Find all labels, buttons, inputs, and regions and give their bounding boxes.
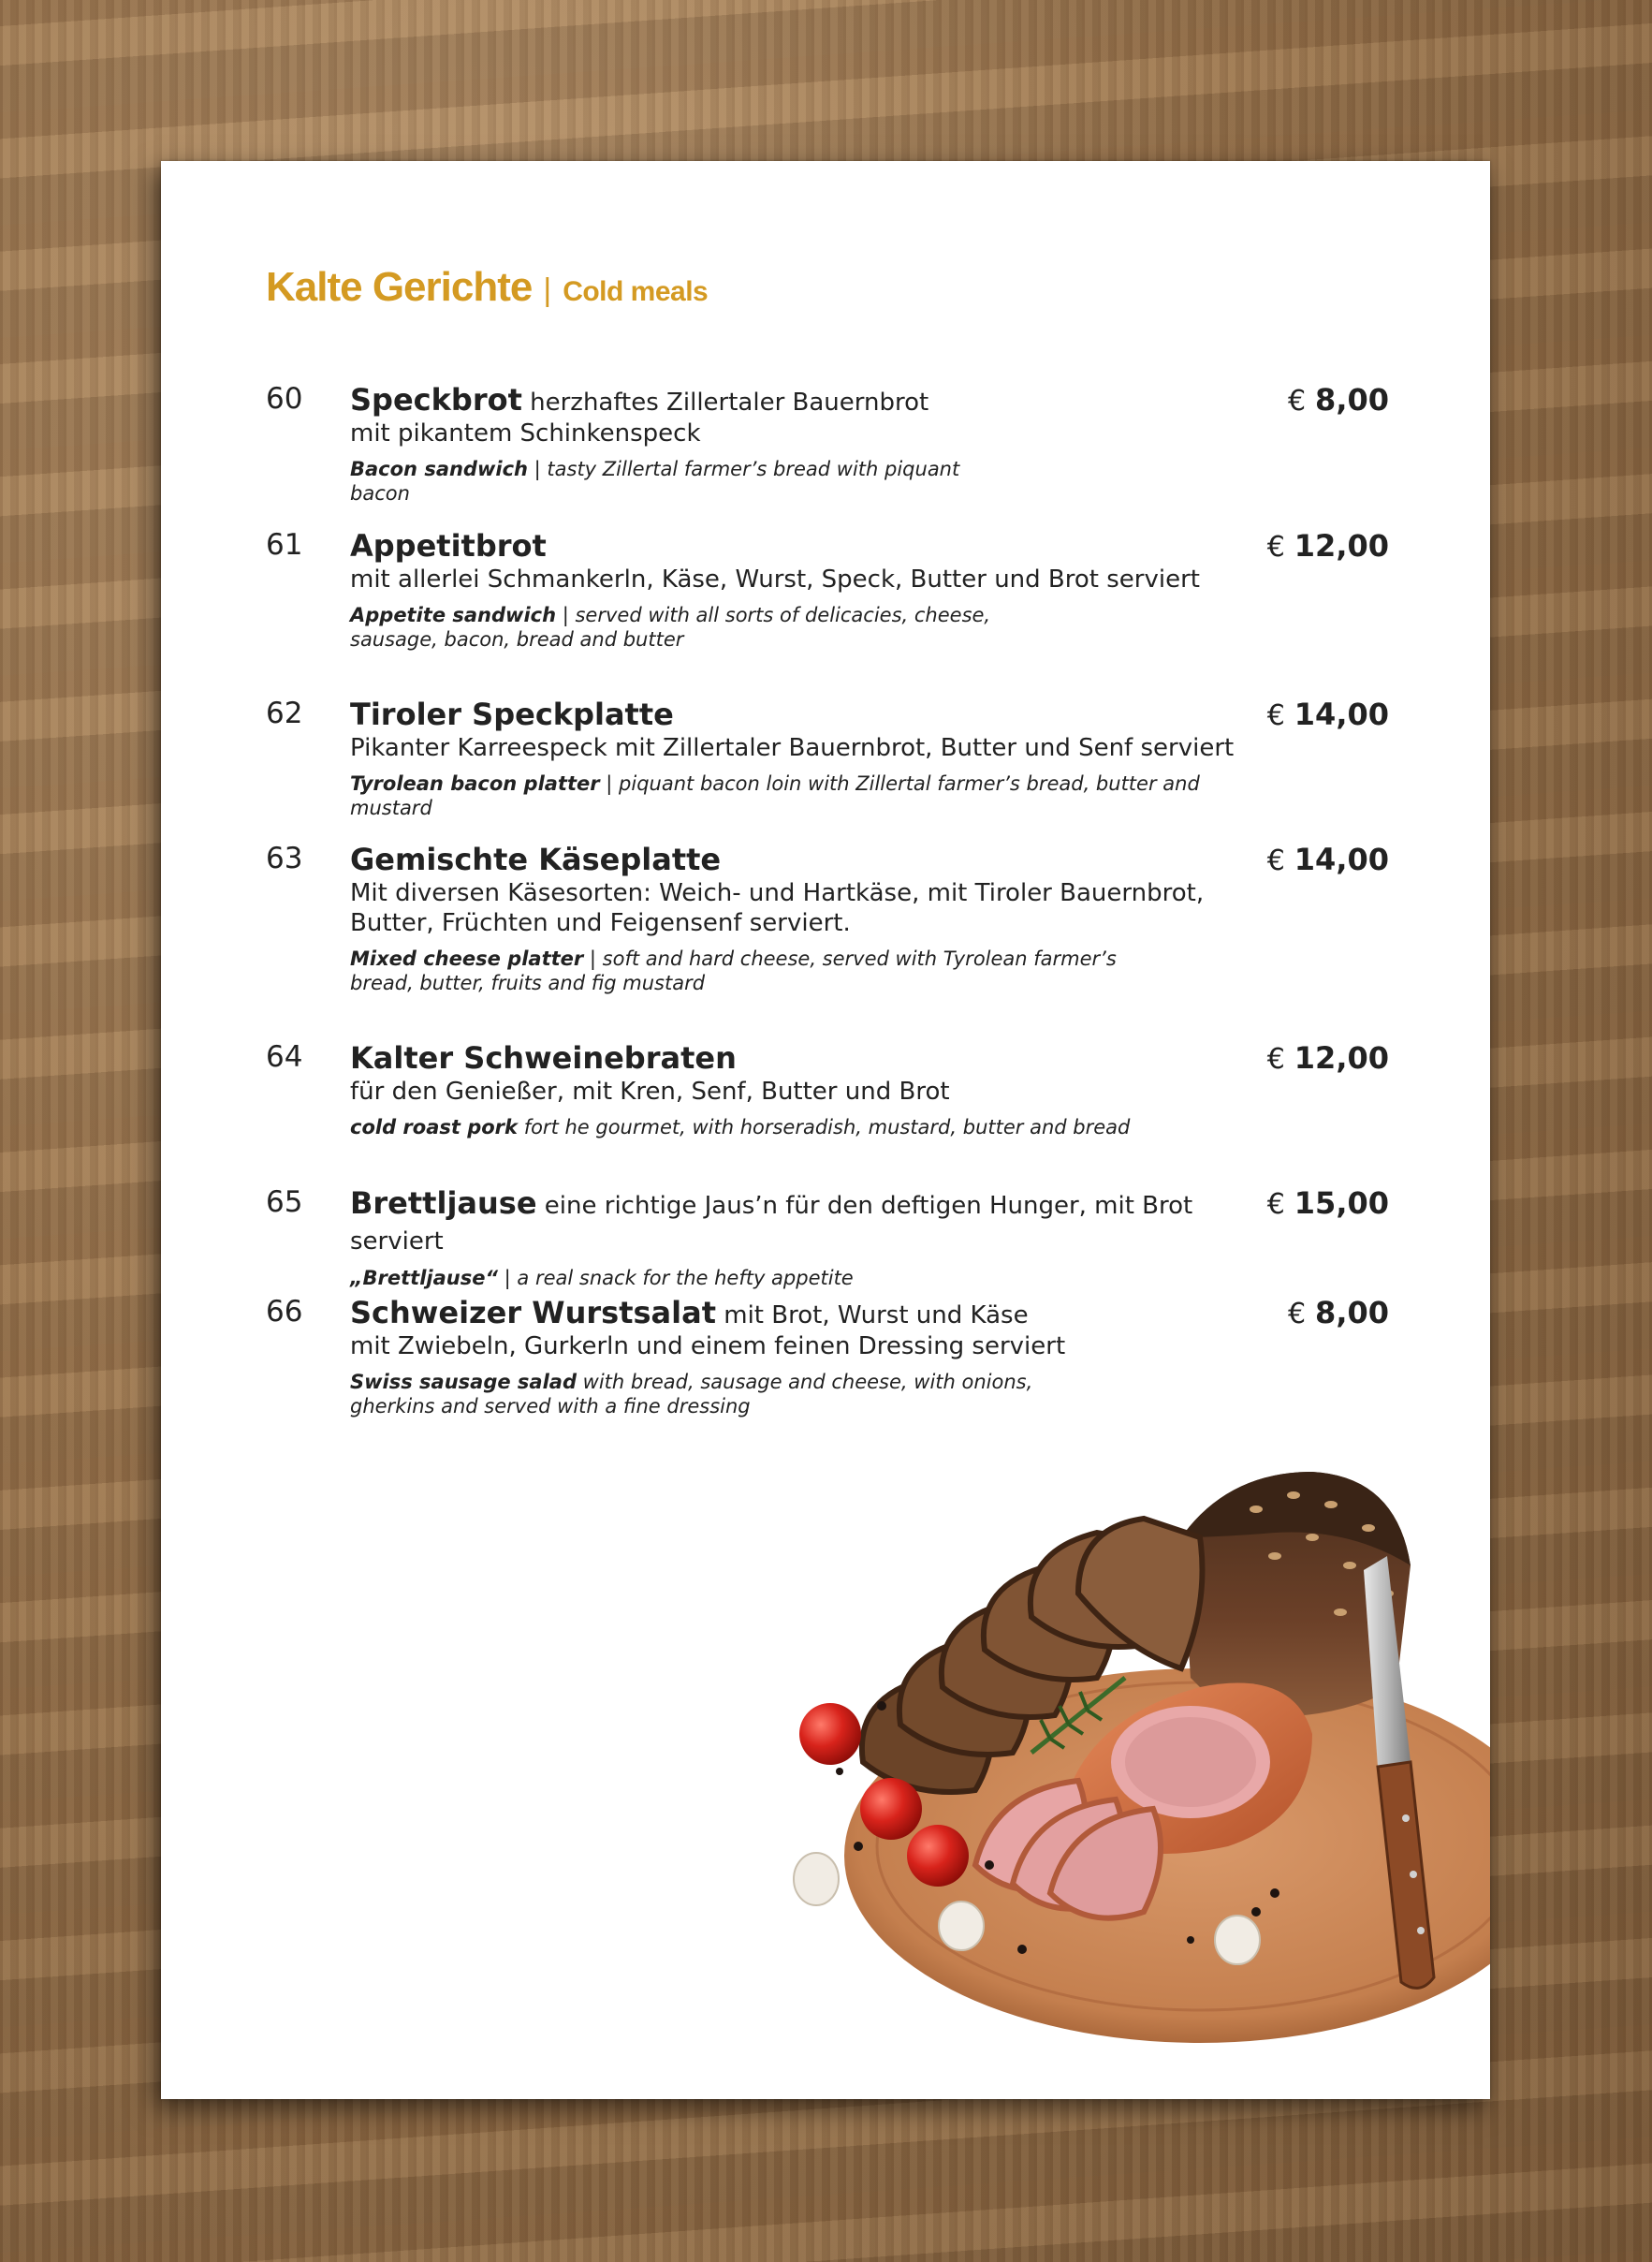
item-price xyxy=(1249,1295,1389,1330)
tomato xyxy=(799,1703,861,1765)
item-english-desc: fort he gourmet, with horseradish, mustard, butter and bread xyxy=(518,1116,1131,1138)
item-english-name: Tyrolean bacon platter xyxy=(350,772,600,795)
item-english xyxy=(350,771,1249,820)
item-name: Appetitbrot xyxy=(350,528,547,564)
item-number: 62 xyxy=(266,697,303,730)
price-value: 15,00 xyxy=(1294,1185,1389,1221)
currency-symbol: € xyxy=(1287,385,1307,418)
tomato xyxy=(907,1825,969,1887)
item-body xyxy=(350,528,1249,652)
item-price xyxy=(1249,697,1389,732)
item-name: Schweizer Wurstsalat xyxy=(350,1295,716,1330)
heading-separator: | xyxy=(543,272,552,308)
item-name: Brettljause xyxy=(350,1185,537,1221)
item-body xyxy=(350,697,1249,820)
item-description: Pikanter Karreespeck mit Zillertaler Bauernbrot, Butter und Senf serviert xyxy=(350,734,1235,762)
currency-symbol: € xyxy=(1287,1298,1307,1330)
item-price xyxy=(1249,382,1389,418)
item-english xyxy=(350,603,1033,652)
item-name: Speckbrot xyxy=(350,382,522,418)
currency-symbol: € xyxy=(1266,699,1285,732)
currency-symbol: € xyxy=(1266,531,1285,564)
item-number: 61 xyxy=(266,528,303,562)
item-price xyxy=(1249,1185,1389,1221)
currency-symbol: € xyxy=(1266,1043,1285,1076)
price-value: 12,00 xyxy=(1294,528,1389,564)
item-body xyxy=(350,842,1249,995)
item-english xyxy=(350,1370,1118,1418)
tomato xyxy=(860,1778,922,1840)
item-name: Kalter Schweinebraten xyxy=(350,1040,737,1076)
garlic-clove xyxy=(939,1902,984,1950)
food-illustration xyxy=(788,1453,1490,2099)
item-number: 60 xyxy=(266,382,303,416)
item-english-name: Bacon sandwich xyxy=(350,458,528,480)
item-price xyxy=(1249,528,1389,564)
item-english xyxy=(350,947,1146,995)
item-english-name: Mixed cheese platter xyxy=(350,947,584,970)
item-english-desc: | soft and hard cheese, served with Tyrolean farmer’s bread, butter, fruits and fig mustard xyxy=(350,947,1117,994)
item-english-name: „Brettljause“ xyxy=(350,1267,498,1289)
price-value: 8,00 xyxy=(1315,1295,1389,1330)
item-name: Tiroler Speckplatte xyxy=(350,697,674,732)
item-english xyxy=(350,1115,1249,1139)
item-number: 63 xyxy=(266,842,303,875)
item-description: mit Zwiebeln, Gurkerln und einem feinen Dressing serviert xyxy=(350,1332,1066,1360)
heading-title-de: Kalte Gerichte xyxy=(266,264,533,310)
item-price xyxy=(1249,842,1389,877)
item-english-name: cold roast pork xyxy=(350,1116,519,1138)
item-english-desc: | a real snack for the hefty appetite xyxy=(498,1267,854,1289)
item-english xyxy=(350,457,1024,506)
item-name-tail: herzhaftes Zillertaler Bauernbrot xyxy=(521,389,929,417)
item-body xyxy=(350,1040,1249,1139)
price-value: 14,00 xyxy=(1294,697,1389,732)
item-name-tail: mit Brot, Wurst und Käse xyxy=(715,1301,1029,1329)
item-english-desc: | served with all sorts of delicacies, cheese, sausage, bacon, bread and butter xyxy=(350,604,991,651)
item-english-name: Swiss sausage salad xyxy=(350,1371,577,1393)
item-english-desc: | tasty Zillertal farmer’s bread with piquant bacon xyxy=(350,458,960,505)
item-english-name: Appetite sandwich xyxy=(350,604,557,626)
menu-page xyxy=(161,161,1490,2099)
item-number: 64 xyxy=(266,1040,303,1074)
price-value: 14,00 xyxy=(1294,842,1389,877)
item-english-desc: | piquant bacon loin with Zillertal farmer’s bread, butter and mustard xyxy=(350,772,1200,819)
item-number: 65 xyxy=(266,1185,303,1219)
item-body xyxy=(350,1185,1249,1290)
garlic-clove xyxy=(1215,1916,1260,1964)
item-description: mit allerlei Schmankerln, Käse, Wurst, Speck, Butter und Brot serviert xyxy=(350,566,1200,594)
item-english xyxy=(350,1266,1249,1290)
section-heading xyxy=(266,264,708,311)
item-description: für den Genießer, mit Kren, Senf, Butter und Brot xyxy=(350,1078,950,1106)
item-price xyxy=(1249,1040,1389,1076)
currency-symbol: € xyxy=(1266,1188,1285,1221)
item-description: Mit diversen Käsesorten: Weich- und Hartkäse, mit Tiroler Bauernbrot, Butter, Früchten und Feigensenf serviert. xyxy=(350,879,1205,937)
item-body xyxy=(350,382,1249,506)
item-description: mit pikantem Schinkenspeck xyxy=(350,419,701,448)
garlic-clove xyxy=(794,1853,839,1905)
item-number: 66 xyxy=(266,1295,303,1329)
item-name-tail: eine richtige Jaus’n für den deftigen Hunger, mit Brot serviert xyxy=(350,1192,1193,1256)
item-name: Gemischte Käseplatte xyxy=(350,842,722,877)
currency-symbol: € xyxy=(1266,845,1285,877)
item-english-desc: with bread, sausage and cheese, with onions, gherkins and served with a fine dressing xyxy=(350,1371,1033,1417)
item-body xyxy=(350,1295,1249,1418)
heading-title-en: Cold meals xyxy=(563,276,709,307)
price-value: 12,00 xyxy=(1294,1040,1389,1076)
price-value: 8,00 xyxy=(1315,382,1389,418)
